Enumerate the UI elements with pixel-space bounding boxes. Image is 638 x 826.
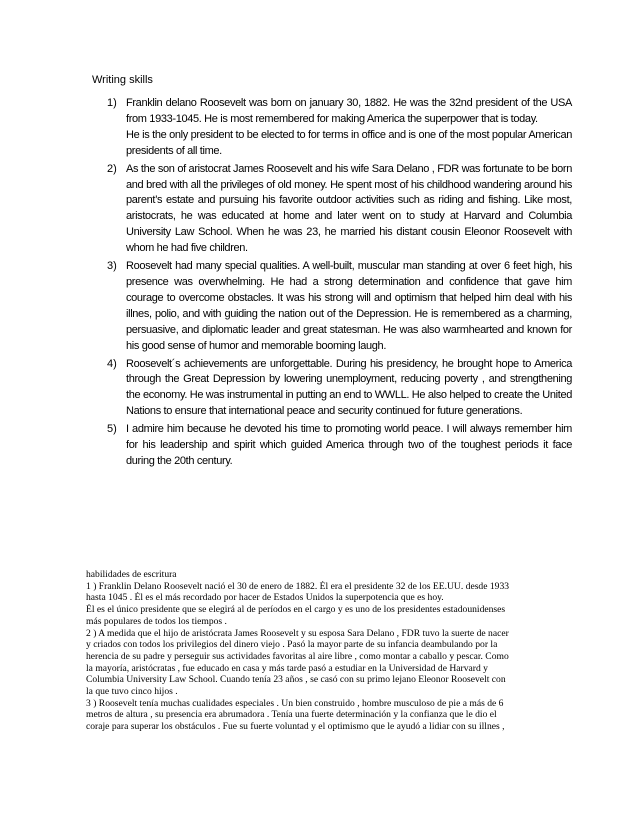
list-item-5 (92, 422, 572, 470)
spanish-line: y criados con todos los privilegios del dinero viejo . Pasó la mayor parte de su infancia deambulando por la (86, 639, 498, 651)
spanish-line: la mayoría, aristócratas , fue educado en casa y más tarde pasó a estudiar en la Universidad de Harvard y (86, 662, 488, 674)
list-item-3 (92, 259, 572, 354)
spanish-line: herencia de su padre y perseguir sus actividades favoritas al aire libre , como montar a caballo y pescar. Como (86, 650, 509, 662)
spanish-line: metros de altura , su presencia era abrumadora . Tenía una fuerte determinación y la confianza que le dio el (86, 709, 497, 721)
list-number: 1) (107, 97, 117, 109)
spanish-line: hasta 1045 . Él es el más recordado por hacer de Estados Unidos la superpotencia que es hoy. (86, 592, 444, 604)
list-item-text: Roosevelt´s achievements are unforgettable. During his presidency, he brought hope to America through the Great Depression by lowering unemployment, reducing poverty , and strengthening the economy. He was instrumental in putting an end to WWLL. He also helped to create the United Nations to ensure that international peace and security continued for future generations. (126, 357, 572, 418)
list-item-text: Franklin delano Roosevelt was born on january 30, 1882. He was the 32nd president of the USA from 1933-1045. He is most remembered for making America the superpower that is today. He is the only president to be elected to for terms in office and is one of the most popular American presidents of all time. (126, 97, 572, 157)
list-item-2 (92, 162, 572, 257)
list-item-text: Roosevelt had many special qualities. A well-built, muscular man standing at over 6 feet high, his presence was overwhelming. He had a strong determination and confidence that gave him courage to overcome obstacles. It was his strong will and optimism that helped him deal with his illnes, polio, and with guiding the nation out of the Depression. He is remembered as a charming, persuasive, and diplomatic leader and great statesman. He was also warmhearted and known for his good sense of humor and memorable booming laugh. (126, 260, 572, 352)
list-item-1 (92, 96, 572, 160)
spanish-line: 3 ) Roosevelt tenía muchas cualidades especiales . Un bien construido , hombre musculoso de pie a más de 6 (86, 697, 504, 709)
list-number: 5) (107, 423, 117, 436)
spanish-line: coraje para superar los obstáculos . Fue su fuerte voluntad y el optimismo que le ayudó a lidiar con su illnes , (86, 721, 505, 733)
list-item-4 (92, 357, 572, 421)
spanish-translation (86, 569, 562, 733)
spanish-line: Columbia University Law School. Cuando tenía 23 años , se casó con su primo lejano Eleonor Roosevelt con (86, 674, 506, 686)
spanish-line: 1 ) Franklin Delano Roosevelt nació el 30 de enero de 1882. Él era el presidente 32 de los EE.UU. desde 1933 (86, 580, 510, 592)
spanish-line: Él es el único presidente que se elegirá al de períodos en el cargo y es uno de los presidentes estadounidenses (86, 604, 506, 616)
spanish-line: 2 ) A medida que el hijo de aristócrata James Roosevelt y su esposa Sara Delano , FDR tuvo la suerte de nacer (86, 627, 509, 639)
spanish-line: más populares de todos los tiempos . (86, 615, 227, 627)
spanish-heading: habilidades de escritura (86, 569, 177, 580)
list-item-text: I admire him because he devoted his time to promoting world peace. I will always remember him for his leadership and spirit which guided America through two of the toughest periods it face during the 20th century. (126, 423, 572, 467)
english-numbered-list (92, 96, 572, 472)
list-number: 2) (107, 162, 117, 175)
spanish-line: la que tuvo cinco hijos . (86, 686, 178, 698)
english-heading: Writing skills (92, 74, 153, 86)
list-item-text: As the son of aristocrat James Roosevelt and his wife Sara Delano , FDR was fortunate to be born and bred with all the privileges of old money. He spent most of his childhood wandering around his parent’s estate and pursuing his favorite outdoor activities such as riding and fishing. Like most, aristocrats, he was educated at home and later went on to study at Harvard and Columbia University Law School. When he was 23, he married his distant cousin Eleonor Roosevelt with whom he had five children. (126, 162, 572, 255)
list-number: 3) (107, 260, 117, 273)
list-number: 4) (107, 357, 117, 370)
